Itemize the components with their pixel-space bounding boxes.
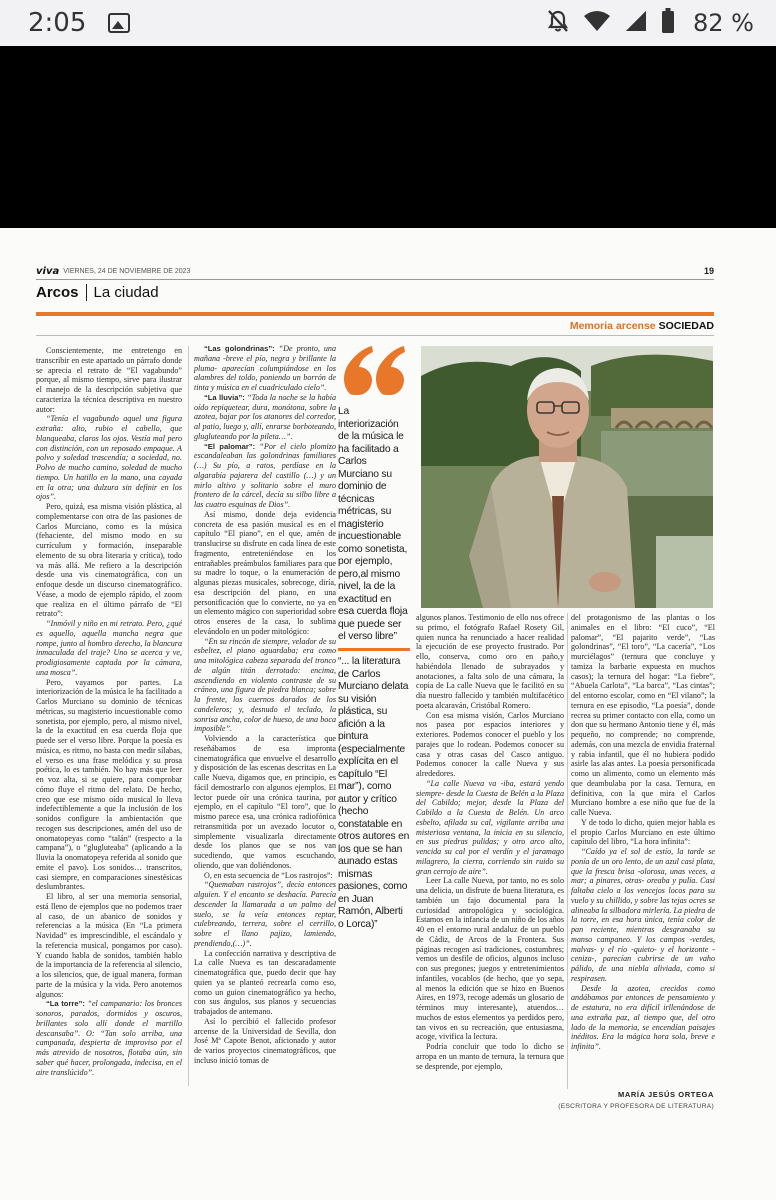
paragraph: Podría concluir que todo lo dicho se arropa en un manto de ternura, la ternura que se desprende, por ejemplo, (416, 1042, 564, 1071)
portrait-image (421, 346, 713, 608)
video-letterbox (0, 46, 776, 228)
author-signature (558, 1090, 714, 1110)
mute-icon (547, 9, 569, 38)
article-column-1 (36, 346, 182, 1086)
battery-percent: 82 % (693, 9, 754, 37)
quote-label: “La torre”: (46, 999, 85, 1009)
section-rule (36, 312, 714, 316)
quote-paragraph: “La calle Nueva va -iba, estará yendo siempre- desde la Cuesta de Belén a la Plaza del Cabildo; mejor, desde la Plaza del Cabildo a la Cuesta de Belén. Un arco esbelto, afilada su cal, vigilante arriba una misteriosa ventana, la inicia en su silencio, en sus piedras pulidas; y otro arco alto, vencida su cal por el verdín y el jaramago milagrero, la cierra, corriendo sin ruido su gran cerrojo de aire”. (416, 778, 564, 876)
quote-paragraph: “La torre”: “el campanario: los bronces sonoros, parados, dormidos y oscuros, brillantes solo allí donde el martillo descansaba”. O: “Tan solo arriba, una campanada, despierta de improviso por el más atrevido de nosotros, flotaba aún, sin saber qué hacer, prolongada, indecisa, en el aire translúcido”. (36, 999, 182, 1077)
subsection-title: La ciudad (93, 283, 159, 301)
kicker-section: SOCIEDAD (658, 320, 714, 332)
paragraph: O, en esta secuencia de “Los rastrojos”: (204, 870, 333, 880)
quote-paragraph: “Inmóvil y niño en mi retrato. Pero, ¿qué es aquello, aquella mancha negra que rompe, junto al hombro derecho, la blancura inmaculada del traje? Uno se acerca y ve, prodigiosamente captada por la cámara, una mosca”. (36, 619, 182, 677)
newspaper-page (0, 228, 776, 1200)
section-separator (86, 284, 87, 301)
pull-quote-1: La interiorización de la música le ha facilitado a Carlos Murciano su dominio de técnicas métricas, su magisterio incuestionable como sonetista, por ejemplo, pero,al mismo nivel, la de la exactitud en esa cuerda floja que puede ser el verso libre” (338, 406, 408, 642)
paragraph: Así lo percibió el fallecido profesor arcense de la Universidad de Sevilla, don José Mª Capote Benot, aficionado y autor de varios proyectos cinematográficos, que incluso inició tomas de (194, 1016, 336, 1065)
paragraph: algunos planos. Testimonio de ello nos ofrece su primo, el fotógrafo Rafael Rosety Gil, quien nunca ha renunciado a hacer realidad la ejecución de ese proyecto frustrado. Por ello, conserva, como oro en paño,y habiéndola llenado de subrayados y anotaciones, a falta solo de una cámara, la copia de La calle Nueva que le facilitó en su día nuestro fallecido y también multifacético poeta alcaraván, Cristóbal Romero. (416, 613, 564, 710)
wifi-icon (583, 10, 611, 37)
quote-paragraph: “Tenía el vagabundo aquel una figura extraña: alto, rubio el cabello, que blanqueaba, claros los ojos. Vestía mal pero con distinción, con un reposado empaque. A polvo y soledad trascendía; a sociedad, no. Polvo de mucho camino, soledad de mucho tiempo. Un hatillo en la mano, una cayada en la otra; una dulzura sin definir en los ojos”. (36, 414, 182, 502)
paragraph: La confección narrativa y descriptiva de La calle Nueva es tan descaradamente cinematográfica que, puedo decir que hay quien ya se planteó recrearla como eso, como un guion cinematográfico ya hecho, con sus ángulos, sus planos y secuencias trabajados de antemano. (194, 948, 336, 1016)
pull-quote-divider (338, 648, 410, 651)
quote-mark-icon (342, 342, 408, 400)
quote-paragraph: “El palomar”: “Por el cielo plomizo escandaleaban las golondrinas familiares (…) Su pío, a ratos, perdíase en la algarabía pajarera del castillo (…) y un mirlo altivo y solitario sobre el muro frontero de la cárcel, decía su silbo libre a las cuatro esquinas de Dios”. (194, 441, 336, 509)
quote-paragraph: “La lluvia”: “Toda la noche se la había oído repiquetear, dura, monótona, sobre la azotea, bajar por los atanores del corredor, al patio, luego y, allí, enrarse borboteando, glugluteando por la pileta…”. (194, 392, 336, 441)
paragraph: del protagonismo de las plantas o los animales en el libro: “El cuco”, “El palomar”, “El pajarito verde”, “Las golondrinas”, “El toro”, “La cacería”, “Los murciélagos” (ternura que concluye y tamiza la barbarie expuesta en muchos casos); la ternura del hogar: “La fiebre”, “Abuela Carlota”, “La barca”, “Las cintas”; del entorno escolar, como en “El vilano”; la ternura en ese episodio, “La poesía”, donde recrea su primer contacto con ella, como un don que su hermano Antonio tiene y él, más pequeño, no comprende; no comprende, además, con una mezcla de envidia fraternal y rabia infantil, que él no hubiera podido asirle las alas antes. La poesía personificada como un alimento, como un elemento más que deambulaba por la casa. Ternura, en definitiva, con la que mira el Carlos Murciano hombre a ese niño que fue de la calle Nueva. (571, 613, 715, 817)
quote-label: “El palomar”: (204, 441, 256, 451)
kicker-divider (36, 335, 714, 336)
kicker-highlight: Memoria arcense (569, 320, 656, 332)
paragraph: El libro, al ser una memoria sensorial, está lleno de ejemplos que no podemos traer al caso, de un abanico de sonidos y referencias a la música (En “La primera Navidad” es imprescindible, el escándalo y la referencia musical, pongamos por caso). Y cuando habla de sonidos, también hablo de la importancia de la referencia al silencio, a los silencios, que, de igual manera, forman parte de la música y la vida. Pero anotemos algunos: (36, 892, 182, 999)
author-role: (ESCRITORA Y PROFESORA DE LITERATURA) (558, 1103, 714, 1110)
page-number: 19 (703, 266, 714, 276)
status-bar (0, 0, 776, 46)
quote-paragraph: “En su rincón de siempre, velador de su esbeltez, el piano aguardaba; era como una mitológica cabeza separada del tronco de algún titán derrotado: encima, ascendiendo en violento contraste de su cráneo, una figura de piedra blanca; sobre la frente, los cuernos dorados de los candeleros; y, desnudo el teclado, la sonrisa ancha, color de hueso, de una boca imposible”. (194, 636, 336, 734)
article-column-3 (416, 613, 564, 1086)
paragraph: Leer La calle Nueva, por tanto, no es solo una delicia, un disfrute de buena literatura, es también un fajo documental para la curiosidad antropológica y sociológica. Estamos en la infancia de un niño de los años 40 en el entorno rural andaluz de un pueblo de Cádiz, de Arcos de la Frontera. Sus páginas recogen así tradiciones, costumbres; vemos un desfile de oficios, algunos incluso con sus pregones; juegos y entretenimientos infantiles, vocablos (de hecho, que yo sepa, al menos la edición que se hizo en Buenos Aires, en 1973, recoge además un glosario de términos muy interesante), atuendos… muchos de estos elementos ya perdidos pero, tan vivos en su recreación, que entusiasma, acoge, vivifica la lectura. (416, 876, 564, 1042)
gallery-icon (108, 13, 130, 33)
column-divider (188, 346, 189, 1086)
page-folio (36, 264, 714, 278)
column-divider (567, 613, 568, 1089)
pull-quote-2: “... la literatura de Carlos Murciano delata su visión plástica, su afición a la pintura (especialmente explícita en el capítulo “El mar”), como autor y crítico (hecho constatable en otros autores en los que se han aunado estas mismas pasiones, como en Juan Ramón, Alberti o Lorca)” (338, 656, 410, 930)
section-kicker (570, 320, 714, 332)
paragraph: Pero, vayamos por partes. La interiorización de la música le ha facilitado a Carlos Murciano su dominio de técnicas métricas, su magisterio incuestionable como sonetista, por ejemplo, pero, al mismo nivel, la de la exactitud en esa cuerda floja que puede ser el verso libre. Porque la poesía es música, es ritmo, no basta con medir sílabas, el verso es una frase melódica y su prosa poética, lo es también. No hay más que leer en voz alta, si se quiere, para comprobar cómo fluye el ritmo del relato. De hecho, creo que ese mismo oído musical lo lleva indefectiblemente a que la inclusión de los sonidos configure la ambientación que recogen sus descripciones, amén del uso de onomatopeyas como “talán” (respecto a la campana”), o “glugluteaba” (aplicando a la lluvia la onomatopeya referida al sonido que emite el pavo). Los sonidos… transcritos, casi siempre, en comparaciones sinestésicas deslumbrantes. (36, 677, 182, 892)
article-column-2 (194, 344, 336, 1086)
quote-label: “La lluvia”: (204, 392, 245, 402)
author-name: MARÍA JESÚS ORTEGA (618, 1090, 714, 1099)
author-photo (421, 346, 713, 608)
paragraph: Así mismo, donde deja evidencia concreta de esa pasión musical es en el capítulo “El piano”, en el que, amén de translucirse su disfrute en cada línea de este fragmento, entreteniéndose en los entrañables preámbulos familiares para que su madre lo toque, o la enumeración de algunas piezas musicales, sobrecoge, diría, esa descripción del piano, en una personificación que lo convierte, no ya en un elemento mágico con superioridad sobre otros enseres de la casa, lo sublima elevándolo en un poder mitológico: (194, 509, 336, 636)
paragraph: Volviendo a la característica que reseñábamos de esa impronta cinematográfica que envuelve el desarrollo y disposición de las escenas descritas en La calle Nueva, digamos que, en principio, es fácil demostrarlo con algunos ejemplos. El lector puede oír una crónica taurina, por ejemplo, en el capítulo “El toro”, que lo mismo parece esa, una crónica radiofónica retransmitida por un avezado locutor o, simplemente visualizarla directamente desde los planos que se nos van sucediendo, que vamos escuchando, oliendo, que van doliéndonos. (194, 734, 336, 870)
section-header (36, 280, 159, 304)
status-time: 2:05 (28, 8, 87, 38)
paragraph: Y de todo lo dicho, quien mejor habla es el propio Carlos Murciano en este último capítulo del libro, “La hora infinita”: (571, 817, 715, 847)
status-icons (547, 8, 754, 39)
quote-label: “Las golondrinas”: (204, 344, 275, 353)
battery-icon (661, 8, 675, 39)
quote-paragraph: “Caído ya el sol de estío, la tarde se ponía de un oro lento, de un azul casi plata, que la fresca brisa -olorosa, unas veces, a mar; a pinares, otras- oreaba y pulía. Casi faltaba cielo a los vencejos locos para su vuelo y su chillido, y sobre las tejas ocres se alineaba la silbadora mirlería. La piedra de la torre, en esa hora única, tenía color de pan reciente, mientras desgranaba su manso campaneo. Y los campos -verdes, malvas- y el río -quieto- y el horizonte -ceniza-, parecían cubrirse de un vaho pálido, de una niebla aliviada, como si respirasen. (571, 847, 715, 983)
section-title: Arcos (36, 283, 79, 301)
paragraph: Pero, quizá, esa misma visión plástica, al complementarse con otra de las pasiones de Carlos Murciano, como es la música (fehaciente, del mismo modo en su currículum y formación, inseparable elemento de su obra literaria y crítica), todo va más allá. Me refiero a la descripción desde una vis cinematográfica, con un enfoque desde un discurso cinematográfico. Véase, a modo de ejemplo rápido, el zoom que realiza en el último párrafo de “El retrato”: (36, 502, 182, 619)
paragraph: Con esa misma visión, Carlos Murciano nos pasea por espacios interiores y exteriores. Podemos conocer el pueblo y los parajes que lo rodean. Podemos conocer su casa y otras casas del Casco antiguo. Podemos conocer la calle Nueva y sus alrededores. (416, 710, 564, 778)
quote-paragraph: Desde la azotea, crecidos como andábamos por entonces de pensamiento y de estatura, no era difícil irllenándose de una extraña paz, al tiempo que, del otro lado de la memoria, se encendían paisajes inéditos. Era la mágica hora sola, breve e infinita”. (571, 983, 715, 1051)
quote-paragraph: “Las golondrinas”: “De pronto, una mañana -breve el pío, negra y brillante la pluma- aparecían columpiándose en los alambres del toldo, poniendo un borrón de tinta y música en el cuadriculado cielo”. (194, 344, 336, 392)
quote-paragraph: “Quemaban rastrojos”, decía entonces alguien. Y el encanto se deshacía. Parecía descender la llamarada a un palmo del suelo, se la veía entonces reptar, culebreando, terrera, sobre el cerrillo, sobre el llano pajizo, lamiendo, prendiendo,(…)”. (194, 880, 336, 948)
publication-date: VIERNES, 24 DE NOVIEMBRE DE 2023 (63, 267, 191, 275)
paragraph: Conscientemente, me entretengo en transcribir en este apartado un párrafo donde se aprecia el retrato de “El vagabundo” porque, al mismo tiempo, sirve para ilustrar el manejo de la descripción subjetiva que caracteriza la técnica descriptiva en nuestro autor: (36, 346, 182, 414)
article-column-4 (571, 613, 715, 1089)
signal-icon (625, 10, 647, 37)
newspaper-brand: viva (36, 265, 60, 277)
